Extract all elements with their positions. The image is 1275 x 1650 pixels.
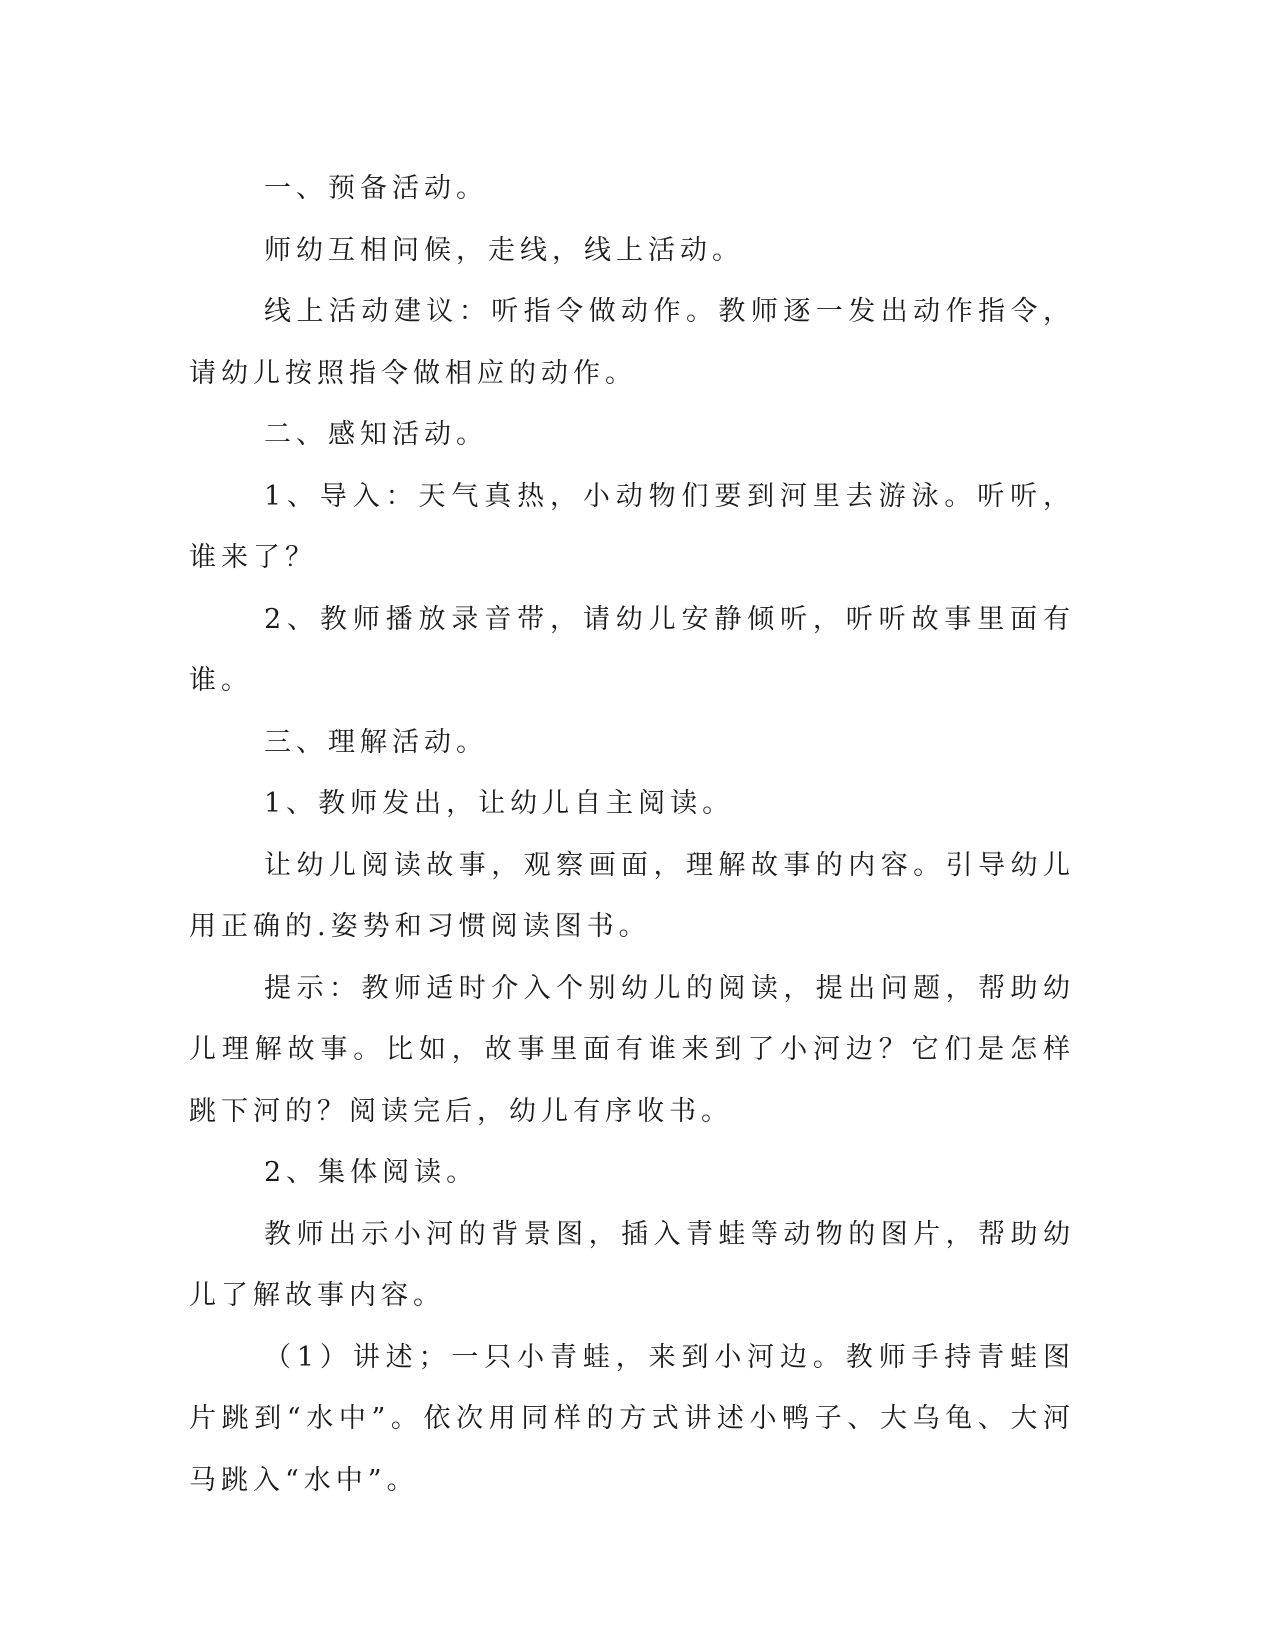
paragraph-greeting: 师幼互相问候，走线，线上活动。 <box>264 234 744 266</box>
heading-perception-activity: 二、感知活动。 <box>264 419 488 450</box>
document-body <box>189 158 1075 1511</box>
heading-understanding-activity: 三、理解活动。 <box>264 726 488 758</box>
paragraph-tip: 提示：教师适时介入个别幼儿的阅读，提出问题，帮助幼儿理解故事。比如，故事里面有谁来到了小河边？它们是怎样跳下河的？阅读完后，幼儿有序收书。 <box>189 972 1075 1127</box>
paragraph-narration: （1）讲述；一只小青蛙，来到小河边。教师手持青蛙图片跳到“水中”。依次用同样的方式讲述小鸭子、大乌龟、大河马跳入“水中”。 <box>189 1341 1075 1496</box>
heading-preparation-activity: 一、预备活动。 <box>264 173 488 204</box>
paragraph-play-tape: 2、教师播放录音带，请幼儿安静倾听，听听故事里面有谁。 <box>189 603 1075 696</box>
paragraph-reading-guidance: 让幼儿阅读故事，观察画面，理解故事的内容。引导幼儿用正确的.姿势和习惯阅读图书。 <box>189 849 1075 942</box>
paragraph-background-picture: 教师出示小河的背景图，插入青蛙等动物的图片，帮助幼儿了解故事内容。 <box>189 1218 1075 1311</box>
paragraph-line-activity-suggestion: 线上活动建议：听指令做动作。教师逐一发出动作指令，请幼儿按照指令做相应的动作。 <box>189 296 1075 389</box>
paragraph-self-reading: 1、教师发出，让幼儿自主阅读。 <box>264 788 735 819</box>
heading-group-reading: 2、集体阅读。 <box>264 1157 479 1188</box>
paragraph-introduction: 1、导入：天气真热，小动物们要到河里去游泳。听听，谁来了？ <box>189 480 1075 573</box>
